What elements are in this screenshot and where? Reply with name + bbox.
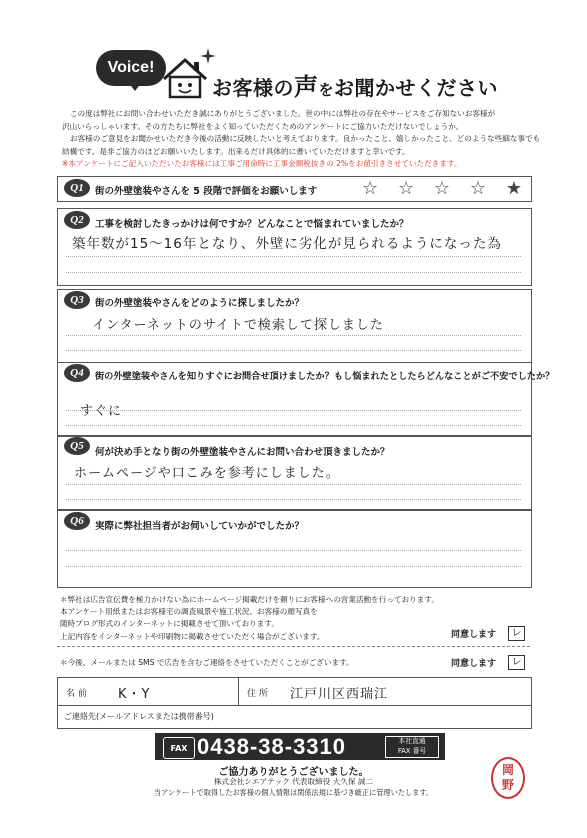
consent-line: ＊弊社は広告宣伝費を極力かけない為にホームページ掲載だけを頼りにお客様への営業活動を行っております。 [60,595,439,604]
intro-line: 沢山いらっしゃいます。その方たちに弊社をよく知っていただくためのアンケートにご協力いただけないでしょうか。 [62,121,464,131]
question-1-label: Q1 [64,179,90,197]
rating-stars [362,176,522,200]
address-label: 住 所 [247,689,268,699]
intro-text [62,108,541,171]
question-5-label: Q5 [64,437,90,455]
answer-line [66,350,521,351]
voice-badge-tail [128,82,142,91]
fax-tag-line: 本社直通 [398,737,426,745]
agree-label-sms: 同意します [451,659,497,669]
question-6-text: 実際に弊社担当者がお伺いしていかがでしたか？ [95,521,305,532]
answer-line [66,566,521,567]
answer-line [66,335,521,336]
title-part-1: お客様の [212,76,294,100]
title-particle: を [318,81,335,99]
answer-line [66,550,521,551]
divider [57,705,532,706]
intro-line: 結構です。是非ご協力のほどお願いいたします。出来るだけ具体的に書いていただけますと幸いです。 [62,146,410,156]
company-name: 株式会社シエアテック 代表取締役 大久保 誠二 [213,777,374,786]
fax-icon: FAX [163,737,195,759]
name-field[interactable]: K・Y [118,687,151,702]
page-title [212,67,498,102]
question-5-answer[interactable]: ホームページや口こみを参考にしました。 [74,466,340,481]
intro-line: この度は弊社にお問い合わせいただき誠にありがとうございました。世の中には弊社の存在やサービスをご存知ないお客様が [70,109,496,118]
answer-line [66,484,521,485]
question-5-text: 何が決め手となり街の外壁塗装やさんにお問い合わせ頂きましたか？ [95,447,390,458]
title-part-3: お聞かせください [334,76,499,100]
stamp-char: 野 [501,778,514,792]
fax-tag [385,736,439,758]
agree-checkbox-publish[interactable]: レ [508,626,525,641]
sms-consent-text: ＊今後、メールまたは SMS で広告を含むご連絡をさせていただくことがございます。 [60,658,354,667]
star-icon-selected[interactable]: ★ [505,177,522,199]
contact-label: ご連絡先(メールアドレスまたは携帯番号) [64,712,214,721]
question-3-label: Q3 [64,291,90,309]
question-3-text: 街の外壁塗装やさんをどのように探しましたか？ [95,298,305,309]
star-icon[interactable]: ☆ [397,177,415,199]
question-2-label: Q2 [64,211,90,229]
name-label: 名 前 [66,689,87,699]
star-icon[interactable]: ☆ [433,177,451,199]
question-1-text: 街の外壁塗装やさんを 5 段階で評価をお願いします [95,186,318,197]
question-4-label: Q4 [64,364,90,382]
stamp-char: 岡 [501,763,514,777]
consent-line: 随時ブログ形式のインターネットに掲載させて頂いております。 [60,619,279,629]
intro-line: お客様のご意見をお聞かせいただき今後の活動に反映したいと考えております。良かったこと、嬉しかったこと、どのような些細な事でも [70,134,541,143]
privacy-note: 当アンケートで取得したお客様の個人情報は関係法規に基づき厳正に管理いたします。 [153,788,434,797]
question-2-answer[interactable]: 築年数が15〜16年となり、外壁に劣化が見られるようになった為 [72,236,502,252]
question-6-label: Q6 [64,512,90,530]
consent-line: 本アンケート用紙またはお客様宅の調査風景や施工状況、お客様の顔写真を [60,607,318,617]
sparkle-icon [200,48,216,64]
question-4-answer[interactable]: すぐに [80,404,123,419]
answer-line [66,410,521,411]
divider [57,646,530,647]
title-voice-kanji: 声 [294,73,319,101]
thanks-text: ご協力ありがとうございました。 [218,767,369,778]
question-2-text: 工事を検討したきっかけは何ですか？どんなことで悩まれていましたか？ [95,219,409,230]
answer-line [66,425,521,426]
voice-badge [96,50,166,86]
star-icon[interactable]: ☆ [362,177,379,199]
agree-checkbox-sms[interactable]: レ [508,655,525,670]
voice-label: Voice! [107,59,155,76]
question-3-answer[interactable]: インターネットのサイトで検索して探しました [92,318,384,333]
divider [238,677,239,705]
agree-label-publish: 同意します [451,630,497,640]
consent-text [60,594,439,643]
question-4-text: 街の外壁塗装やさんを知りすぐにお問合せ頂けましたか？もし悩まれたとしたらどんなことがご不安でしたか？ [95,371,555,382]
star-icon[interactable]: ☆ [469,177,486,199]
consent-line: 上記内容をインターネットや印刷物に掲載させていただく場合がございます。 [60,631,325,641]
fax-number: 0438-38-3310 [197,734,347,759]
discount-note: ※本アンケートにご記入いただいたお客様には工事ご用命時に工事金額税抜きの 2%をお値引きさせていただきます。 [62,159,462,168]
fax-tag-line: FAX 番号 [397,746,427,755]
seal-stamp [491,757,525,799]
answer-line [66,256,521,257]
address-field[interactable]: 江戸川区西瑞江 [290,687,389,702]
answer-line [66,499,521,500]
answer-line [66,272,521,273]
